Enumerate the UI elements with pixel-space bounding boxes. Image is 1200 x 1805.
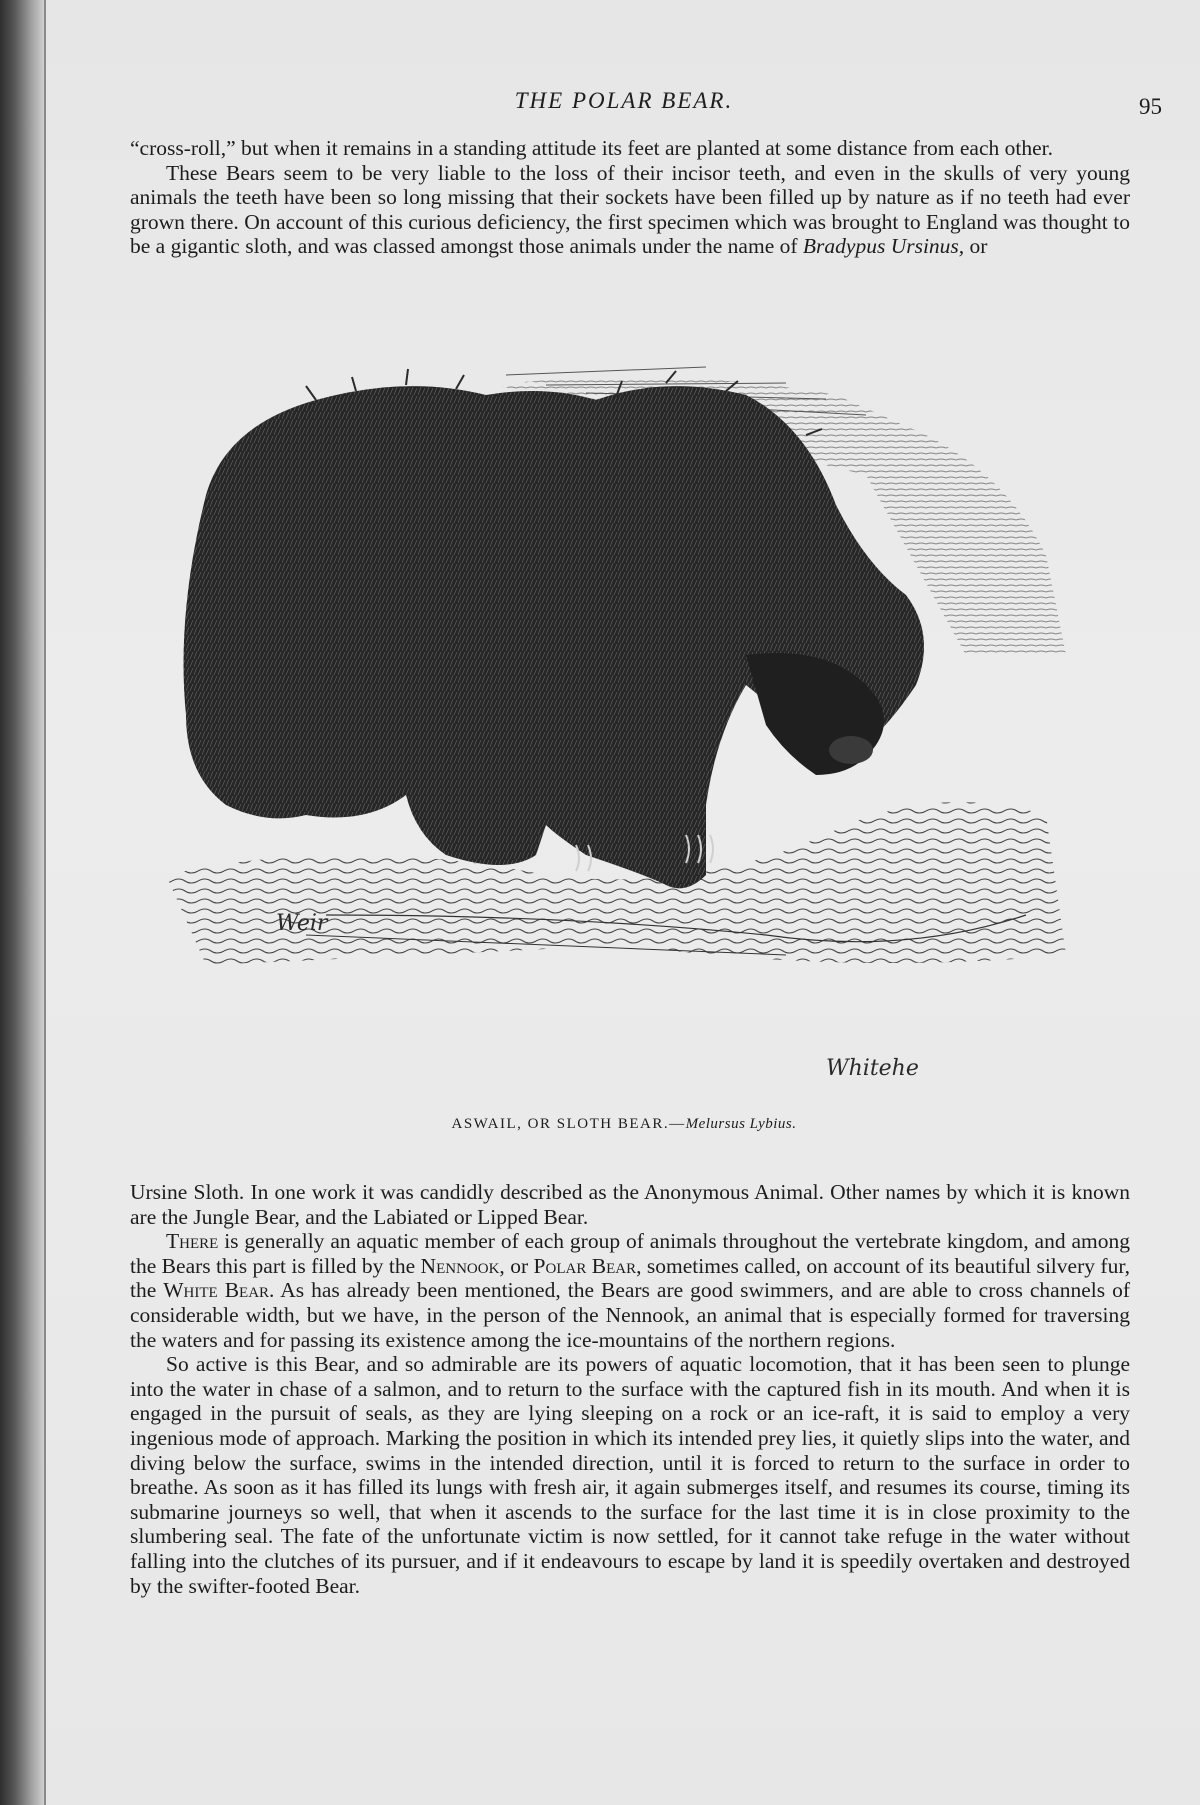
small-caps-white-bear: White Bear — [163, 1278, 270, 1303]
running-title: THE POLAR BEAR. — [514, 88, 734, 113]
species-name-italic: Bradypus Ursinus, — [802, 234, 965, 259]
book-page — [44, 0, 1200, 1805]
top-text-block — [130, 136, 1130, 259]
bear-illustration — [146, 355, 1126, 1115]
engraver-signature: Whitehe — [826, 1056, 919, 1081]
paragraph-text: , sometimes called, on account of its beautiful silvery fur, the — [130, 1253, 1130, 1303]
small-caps-nennook: Nennook — [420, 1253, 500, 1278]
paragraph-cross-roll: “cross-roll,” but when it remains in a standing attitude its feet are planted at some distance from each other. — [130, 136, 1053, 160]
paragraph-polar-bear — [130, 1229, 1130, 1352]
page-number: 95 — [1139, 94, 1162, 119]
caption-scientific-name: Melursus Lybius. — [685, 1116, 797, 1132]
page-header — [46, 88, 1200, 124]
small-caps-polar-bear: Polar Bear — [533, 1253, 637, 1278]
paragraph-text: is generally an aquatic member of each group of animals throughout the vertebrate kingdom, and among the Bears this part is filled by the — [130, 1229, 1130, 1278]
paragraph-lead-word: There — [166, 1229, 219, 1254]
sloth-bear-engraving — [146, 355, 1126, 1115]
artist-signature: Weir — [276, 911, 328, 936]
paragraph-text: . As has already been mentioned, the Bears are good swimmers, and are able to cross channels of considerable width, but we have, in the person of the Nennook, an animal that is especially formed for traversing the waters and for passing its existence among the ice-mountains of the northern regions. — [130, 1278, 1130, 1352]
paragraph-aquatic-hunting: So active is this Bear, and so admirable are its powers of aquatic locomotion, that it has been seen to plunge into the water in chase of a salmon, and to return to the surface with the captured fish in its mouth. And when it is engaged in the pursuit of seals, as they are lying sleeping on a rock or an ice-raft, it is said to employ a very ingenious mode of approach. Marking the position in which its intended prey lies, it quietly slips into the water, and diving below the surface, swims in the intended direction, until it is forced to return to the surface in order to breathe. As soon as it has filled its lungs with fresh air, it again submerges itself, and resumes its course, timing its submarine journeys so well, that when it ascends to the surface for the last time it is in close proximity to the slumbering seal. The fate of the unfortunate victim is now settled, for it cannot take refuge in the water without falling into the clutches of its pursuer, and if it endeavours to escape by land it is speedily overtaken and destroyed by the swifter-footed Bear. — [130, 1352, 1130, 1598]
paragraph-incisor-teeth — [130, 161, 1130, 259]
figure-caption — [46, 1116, 1200, 1133]
paragraph-text: or — [964, 234, 988, 259]
paragraph-text: , or — [499, 1253, 534, 1278]
bottom-text-block — [130, 1180, 1130, 1598]
caption-main: ASWAIL, OR SLOTH BEAR.— — [451, 1116, 686, 1132]
paragraph-ursine-sloth: Ursine Sloth. In one work it was candidly described as the Anonymous Animal. Other names by which it is known are the Jungle Bear, and the Labiated or Lipped Bear. — [130, 1180, 1130, 1229]
paragraph-text: These Bears seem to be very liable to the loss of their incisor teeth, and even in the skulls of very young animals the teeth have been so long missing that their sockets have been filled up by nature as if no teeth had ever grown there. On account of this curious deficiency, the first specimen which was brought to England was thought to be a gigantic sloth, and was classed amongst those animals under the name of — [130, 160, 1130, 259]
